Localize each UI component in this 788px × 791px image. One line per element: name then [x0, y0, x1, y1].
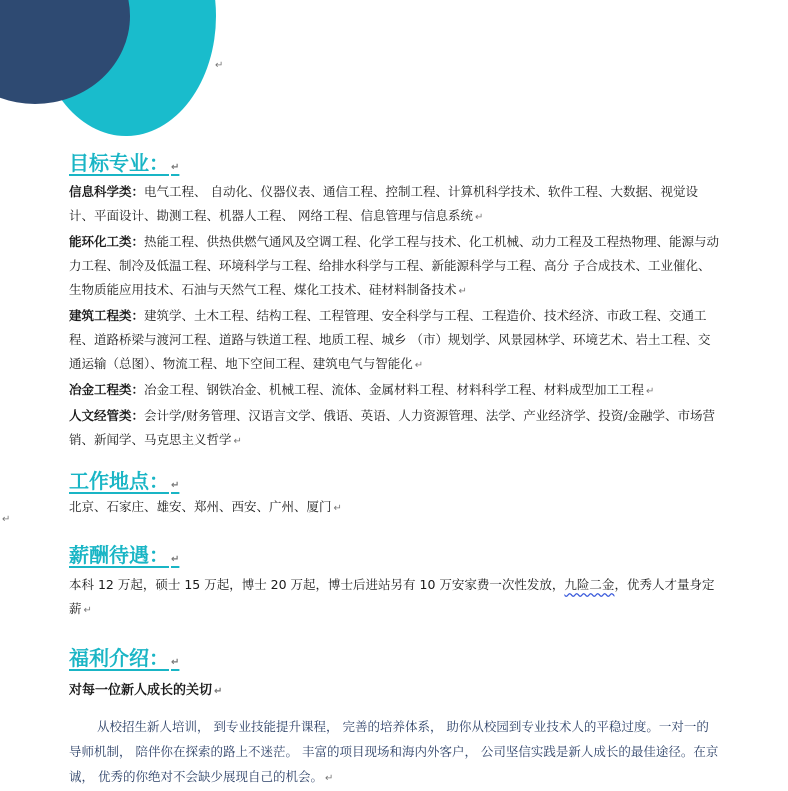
- salary-heading: 薪酬待遇： ↵: [69, 543, 180, 567]
- category-energy-chemical: 能环化工类：热能工程、供热供燃气通风及空调工程、化学工程与技术、化工机械、动力工程及工程热物理、能源与动力工程、制冷及低温工程、环境科学与工程、给排水科学与工程、新能源科学与工程、高分 子合成技术、工业催化、生物质能应用技术、石油与天然气工程、煤化工技术、硅材料制备技术 ↵: [69, 234, 720, 297]
- paragraph-mark-icon: ↵: [215, 60, 224, 71]
- spellcheck-underlined-term: 九险二金: [564, 577, 615, 592]
- welfare-paragraph: 从校招生新人培训， 到专业技能提升课程， 完善的培养体系， 助你从校园到专业技术人的平稳过度。一对一的导师机制， 陪伴你在探索的路上不迷茫。 丰富的项目现场和海内外客户， 公司坚信实践是新人成长的最佳途径。在京诚， 优秀的你绝对不会缺少展现自己的机会。 ↵: [69, 719, 719, 784]
- target-majors-heading: 目标专业： ↵: [69, 151, 180, 175]
- target-majors-list: [69, 180, 721, 454]
- work-location-heading: 工作地点： ↵: [69, 469, 180, 493]
- welfare-heading: 福利介绍： ↵: [69, 646, 180, 670]
- category-construction: 建筑工程类：建筑学、土木工程、结构工程、工程管理、安全科学与工程、工程造价、技术经济、市政工程、交通工程、道路桥梁与渡河工程、道路与铁道工程、地质工程、城乡 （市）规划学、风景园林学、环境艺术、岩土工程、交通运输（总图）、物流工程、地下空间工程、建筑电气与智能化 ↵: [69, 308, 711, 371]
- category-info-science: 信息科学类：电气工程、 自动化、仪器仪表、通信工程、控制工程、计算机科学技术、软件工程、大数据、视觉设计、平面设计、勘测工程、机器人工程、 网络工程、信息管理与信息系统 ↵: [69, 184, 698, 223]
- category-humanities-management: 人文经管类：会计学/财务管理、汉语言文学、俄语、英语、人力资源管理、法学、产业经济学、投资/金融学、市场营销、新闻学、马克思主义哲学 ↵: [69, 408, 715, 447]
- work-location-text: 北京、石家庄、雄安、郑州、西安、广州、厦门 ↵: [69, 499, 342, 514]
- category-metallurgy: 冶金工程类：冶金工程、钢铁冶金、机械工程、流体、金属材料工程、材料科学工程、材料成型加工工程 ↵: [69, 382, 655, 397]
- welfare-subheading: 对每一位新人成长的关切 ↵: [69, 683, 223, 698]
- salary-text: 本科 12 万起，硕士 15 万起，博士 20 万起，博士后进站另有 10 万安家费一次性发放，九险二金，优秀人才量身定薪 ↵: [69, 577, 715, 616]
- paragraph-mark-icon: ↵: [2, 514, 11, 525]
